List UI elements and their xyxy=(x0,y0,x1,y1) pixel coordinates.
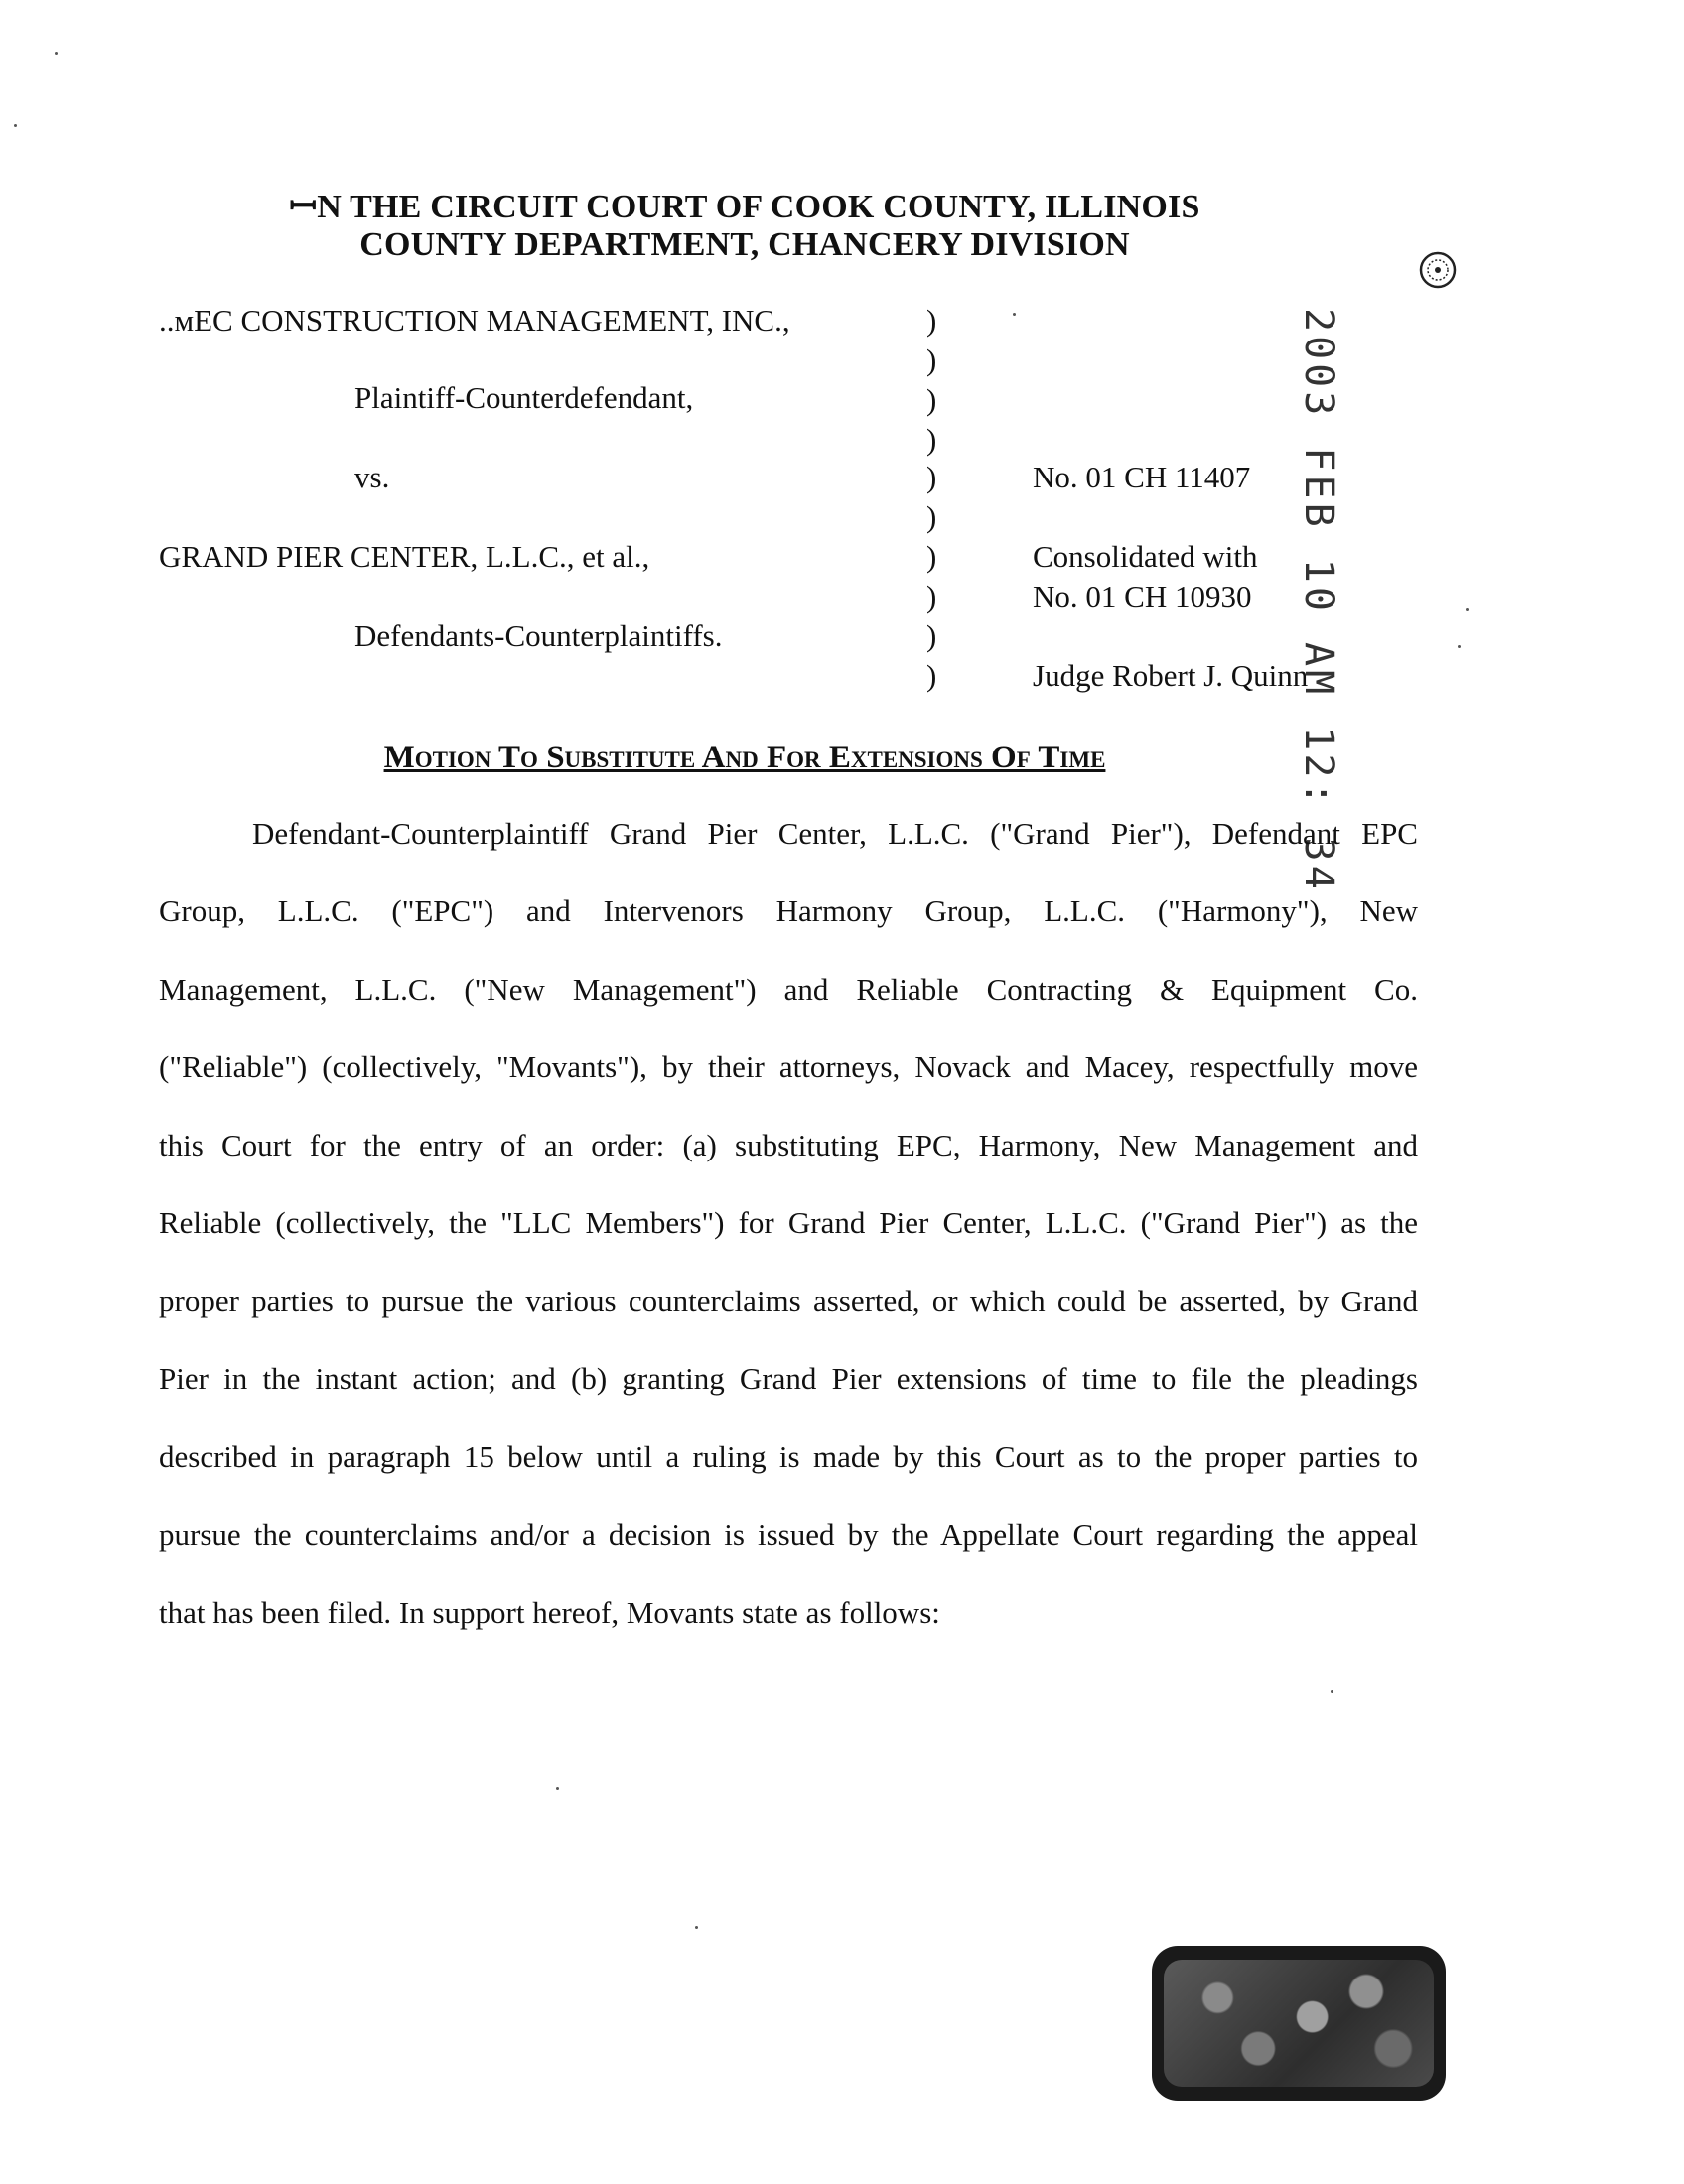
paren: ) xyxy=(926,499,937,534)
filing-date-stamp: 2003 FEB 10 AM 12: 34 xyxy=(1296,308,1341,893)
body-line: Management, L.L.C. ("New Management") and Reliable Contracting & Equipment Co. xyxy=(159,972,1418,1007)
consolidated-number: No. 01 CH 10930 xyxy=(1033,579,1252,614)
body-line: ("Reliable") (collectively, "Movants"), by their attorneys, Novack and Macey, respectfully move xyxy=(159,1049,1418,1084)
scan-speck xyxy=(556,1787,559,1790)
scan-speck xyxy=(55,52,58,55)
case-number: No. 01 CH 11407 xyxy=(1033,460,1251,494)
body-line: Defendant-Counterplaintiff Grand Pier Center, L.L.C. ("Grand Pier"), Defendant EPC xyxy=(252,816,1418,851)
scan-speck xyxy=(14,124,17,127)
body-line: pursue the counterclaims and/or a decision is issued by the Appellate Court regarding the appeal xyxy=(159,1517,1418,1552)
paren: ) xyxy=(926,342,937,377)
court-header xyxy=(248,189,1241,264)
body-line: Pier in the instant action; and (b) granting Grand Pier extensions of time to file the pleadings xyxy=(159,1361,1418,1396)
paren: ) xyxy=(926,303,937,338)
court-division-line: COUNTY DEPARTMENT, CHANCERY DIVISION xyxy=(359,226,1130,263)
scan-speck xyxy=(1458,645,1461,648)
paren: ) xyxy=(926,460,937,494)
defendant-name: GRAND PIER CENTER, L.L.C., et al., xyxy=(159,539,650,574)
motion-title: Motion To Substitute And For Extensions Of Time xyxy=(383,740,1106,775)
scan-speck xyxy=(1013,313,1016,316)
scan-speck xyxy=(695,1926,698,1929)
paren: ) xyxy=(926,579,937,614)
body-line: Group, L.L.C. ("EPC") and Intervenors Harmony Group, L.L.C. ("Harmony"), New xyxy=(159,893,1418,928)
paren: ) xyxy=(926,382,937,417)
body-line: this Court for the entry of an order: (a) substituting EPC, Harmony, New Management and xyxy=(159,1128,1418,1162)
body-line: that has been filed. In support hereof, Movants state as follows: xyxy=(159,1595,940,1630)
body-line: Reliable (collectively, the "LLC Members") for Grand Pier Center, L.L.C. ("Grand Pier") as the xyxy=(159,1205,1418,1240)
body-line: described in paragraph 15 below until a ruling is made by this Court as to the proper parties to xyxy=(159,1439,1418,1474)
scan-speck xyxy=(1331,1690,1333,1693)
scan-artifact-blob xyxy=(1152,1946,1446,2101)
paren: ) xyxy=(926,422,937,457)
body-line: proper parties to pursue the various counterclaims asserted, or which could be asserted, by Grand xyxy=(159,1284,1418,1318)
versus-label: vs. xyxy=(354,460,390,494)
plaintiff-name: ..ᴍEC CONSTRUCTION MANAGEMENT, INC., xyxy=(159,303,790,338)
court-name-line: ꟷN THE CIRCUIT COURT OF COOK COUNTY, ILLINOIS xyxy=(289,189,1200,225)
paren: ) xyxy=(926,539,937,574)
paren: ) xyxy=(926,658,937,693)
defendant-role: Defendants-Counterplaintiffs. xyxy=(354,618,723,653)
consolidated-label: Consolidated with xyxy=(1033,539,1258,574)
seal-icon xyxy=(1418,250,1458,290)
scan-speck xyxy=(1466,608,1469,611)
paren: ) xyxy=(926,618,937,653)
judge-name: Judge Robert J. Quinn xyxy=(1033,658,1309,693)
plaintiff-role: Plaintiff-Counterdefendant, xyxy=(354,380,694,415)
